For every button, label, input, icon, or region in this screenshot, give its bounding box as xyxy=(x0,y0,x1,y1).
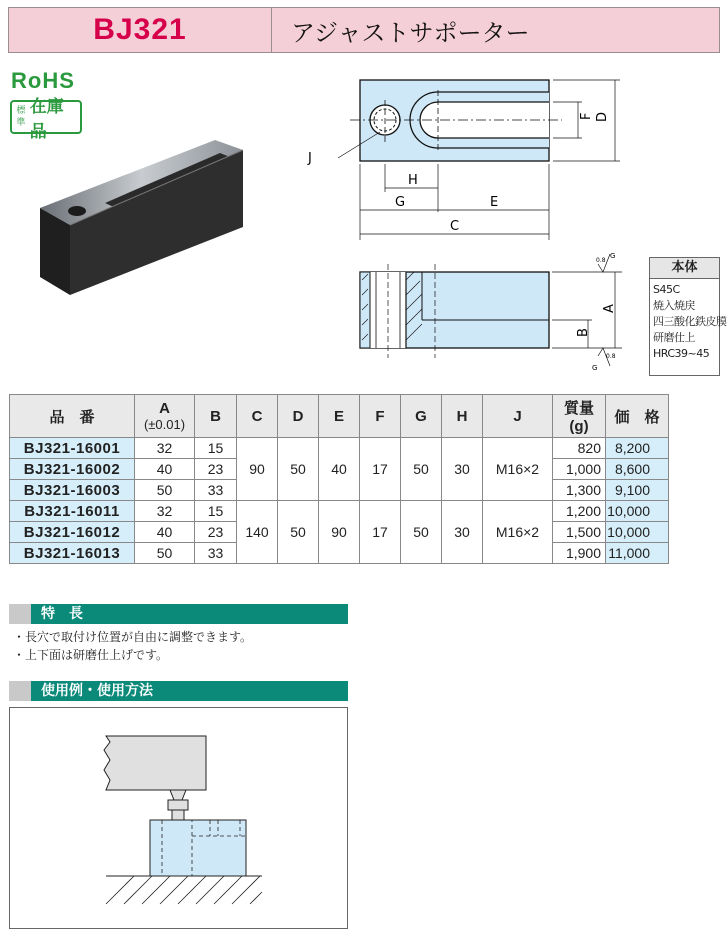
cell-mass: 1,900 xyxy=(553,543,606,564)
title-divider xyxy=(271,8,272,52)
col-j: J xyxy=(483,395,553,438)
col-mass-label: 質量 xyxy=(563,400,594,417)
col-e: E xyxy=(319,395,360,438)
col-g: G xyxy=(401,395,442,438)
col-a-label: A xyxy=(159,400,170,417)
col-price: 価 格 xyxy=(606,395,669,438)
cell-part: BJ321-16003 xyxy=(10,480,135,501)
cell-part: BJ321-16012 xyxy=(10,522,135,543)
col-h: H xyxy=(442,395,483,438)
cell-a: 40 xyxy=(135,459,195,480)
table-row xyxy=(10,438,669,459)
label-f: F xyxy=(579,112,594,120)
col-mass-unit: (g) xyxy=(569,418,589,435)
cell-price: 8,600 xyxy=(606,459,669,480)
col-b: B xyxy=(195,395,237,438)
material-title: 本体 xyxy=(650,258,719,279)
usage-section-bar xyxy=(9,681,348,701)
cell-b: 23 xyxy=(195,459,237,480)
cell-f: 17 xyxy=(360,501,401,564)
material-line: 焼入焼戻 xyxy=(653,299,695,312)
col-c: C xyxy=(237,395,278,438)
finish-top: 0.8 xyxy=(596,257,606,264)
cell-e: 90 xyxy=(319,501,360,564)
material-box xyxy=(649,257,727,376)
material-line: 四三酸化鉄皮膜 xyxy=(653,315,727,328)
usage-diagram xyxy=(10,708,347,928)
cell-b: 33 xyxy=(195,543,237,564)
stock-small-1: 標 xyxy=(16,106,26,116)
cell-d: 50 xyxy=(278,438,319,501)
cell-mass: 1,300 xyxy=(553,480,606,501)
cell-j: M16×2 xyxy=(483,438,553,501)
col-a xyxy=(135,395,195,438)
feature-item: ・上下面は研磨仕上げです。 xyxy=(13,648,169,662)
cell-price: 10,000 xyxy=(606,522,669,543)
label-d: D xyxy=(595,111,610,122)
label-b: B xyxy=(576,328,591,337)
finish-bottom: 0.8 xyxy=(606,353,616,360)
cell-price: 10,000 xyxy=(606,501,669,522)
cell-g: 50 xyxy=(401,438,442,501)
label-a: A xyxy=(602,304,617,313)
features-section-bar xyxy=(9,604,348,624)
col-a-tol: (±0.01) xyxy=(143,417,186,432)
stock-small-2: 準 xyxy=(16,118,26,128)
cell-g: 50 xyxy=(401,501,442,564)
cell-b: 15 xyxy=(195,501,237,522)
label-h: H xyxy=(408,173,418,188)
cell-mass: 820 xyxy=(553,438,606,459)
stock-badge xyxy=(10,97,82,142)
cell-b: 15 xyxy=(195,438,237,459)
product-name: アジャストサポーター xyxy=(291,18,530,47)
cell-part: BJ321-16013 xyxy=(10,543,135,564)
cell-price: 11,000 xyxy=(606,543,669,564)
section-tab xyxy=(9,604,31,624)
cell-mass: 1,000 xyxy=(553,459,606,480)
finish-top-g: G xyxy=(610,252,616,260)
col-part: 品 番 xyxy=(10,395,135,438)
stock-badge-small xyxy=(14,105,28,129)
cell-d: 50 xyxy=(278,501,319,564)
spec-table xyxy=(9,394,669,564)
features-title: 特 長 xyxy=(41,606,83,622)
cell-b: 33 xyxy=(195,480,237,501)
cell-h: 30 xyxy=(442,501,483,564)
material-line: 研磨仕上 xyxy=(653,331,695,344)
cell-a: 50 xyxy=(135,480,195,501)
label-g: G xyxy=(395,195,406,210)
cell-a: 50 xyxy=(135,543,195,564)
col-d: D xyxy=(278,395,319,438)
feature-item: ・長穴で取付け位置が自由に調整できます。 xyxy=(13,630,253,644)
cell-mass: 1,500 xyxy=(553,522,606,543)
stock-badge-label: 在庫品 xyxy=(29,97,64,142)
rohs-logo: RoHS xyxy=(11,68,75,93)
top-view-drawing xyxy=(300,72,640,247)
usage-title: 使用例・使用方法 xyxy=(41,683,153,699)
label-c: C xyxy=(450,219,460,234)
cell-a: 40 xyxy=(135,522,195,543)
cell-c: 140 xyxy=(237,501,278,564)
table-header-row xyxy=(10,395,669,438)
col-mass xyxy=(553,395,606,438)
label-j: J xyxy=(308,151,312,166)
cell-part: BJ321-16011 xyxy=(10,501,135,522)
product-code: BJ321 xyxy=(93,13,187,46)
product-illustration xyxy=(30,135,250,305)
cell-a: 32 xyxy=(135,438,195,459)
cell-c: 90 xyxy=(237,438,278,501)
material-line: S45C xyxy=(653,283,680,296)
side-view-drawing xyxy=(330,250,630,375)
cell-j: M16×2 xyxy=(483,501,553,564)
table-row xyxy=(10,501,669,522)
cell-part: BJ321-16002 xyxy=(10,459,135,480)
label-e: E xyxy=(490,195,499,210)
cell-price: 9,100 xyxy=(606,480,669,501)
usage-diagram-frame xyxy=(9,707,348,929)
cell-e: 40 xyxy=(319,438,360,501)
finish-bottom-g: G xyxy=(592,364,598,372)
cell-price: 8,200 xyxy=(606,438,669,459)
cell-h: 30 xyxy=(442,438,483,501)
section-tab xyxy=(9,681,31,701)
col-f: F xyxy=(360,395,401,438)
title-bar xyxy=(8,7,720,53)
cell-a: 32 xyxy=(135,501,195,522)
cell-b: 23 xyxy=(195,522,237,543)
cell-f: 17 xyxy=(360,438,401,501)
cell-mass: 1,200 xyxy=(553,501,606,522)
cell-part: BJ321-16001 xyxy=(10,438,135,459)
material-line: HRC39~45 xyxy=(653,347,710,360)
